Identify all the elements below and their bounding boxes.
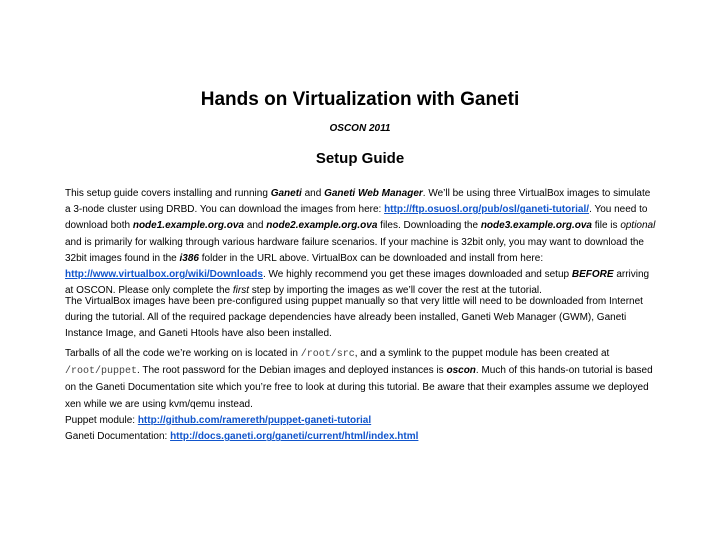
node1-filename: node1.example.org.ova (132, 220, 244, 232)
puppet-module-link[interactable]: http://github.com/ramereth/puppet-ganeti-tutorial (137, 415, 372, 426)
preconfig-paragraph: The VirtualBox images have been pre-configured using puppet manually so that very little will need to be downloaded from Internet during the tutorial. All of the required package dependencies have already been installed, Ganeti Web Manager (GWM), Ganeti Instance Image, and Ganeti Htools have also been installed. (65, 296, 643, 340)
text-run: file is (591, 220, 621, 232)
puppet-path: /root/puppet (65, 366, 138, 378)
node2-filename: node2.example.org.ova (266, 220, 378, 232)
intro-paragraph (65, 186, 657, 299)
ganeti-docs-label: Ganeti Documentation: (65, 431, 171, 443)
emphasis-optional: optional (620, 220, 656, 232)
ganeti-docs-link[interactable]: http://docs.ganeti.org/ganeti/current/html/index.html (170, 431, 419, 443)
text-run: Tarballs of all the code we’re working on is located in (65, 348, 301, 359)
document-title: Hands on Virtualization with Ganeti (200, 89, 520, 110)
tarballs-paragraph (65, 346, 657, 413)
text-run: . Much of this hands-on tutorial is based on the Ganeti Documentation site which you’re free to look at during this tutorial. Be aware that their examples assume we deployed xen while we are using kvm/qemu instead. (65, 365, 653, 410)
text-run: . We’ll be using three VirtualBox images to simulate a 3-node cluster using DRBD. You can download the images from here: (65, 188, 651, 216)
puppet-module-label: Puppet module: (65, 415, 138, 426)
document-subtitle: OSCON 2011 (329, 123, 391, 134)
text-run: files. Downloading the (377, 220, 481, 232)
text-run: . We highly recommend you get these images downloaded and setup (262, 269, 572, 281)
emphasis-before: BEFORE (571, 269, 614, 281)
text-run: and is primarily for walking through various hardware failure scenarios. If your machine is 32bit only, you may want to download the 32bit images found in the (65, 236, 644, 264)
text-run: This setup guide covers installing and running (65, 188, 271, 199)
emphasis-first: first (232, 285, 249, 297)
text-run: . The root password for the Debian images and deployed instances is (137, 365, 447, 377)
virtualbox-download-link[interactable]: http://www.virtualbox.org/wiki/Downloads (65, 269, 263, 281)
text-run: step by importing the images as we’ll cover the rest at the tutorial. (248, 285, 542, 297)
emphasis-ganeti: Ganeti (270, 188, 302, 199)
text-run: and (244, 220, 267, 232)
links-paragraph (65, 413, 657, 445)
emphasis-gwm: Ganeti Web Manager (324, 188, 423, 199)
section-heading: Setup Guide (315, 150, 405, 167)
text-run: folder in the URL above. VirtualBox can be downloaded and install from here: (199, 252, 544, 264)
text-run: , and a symlink to the puppet module has been created at (354, 348, 610, 359)
text-run: . You need to download both (65, 204, 648, 232)
text-run: arriving at OSCON. Please only complete the (65, 269, 650, 297)
text-run: and (301, 188, 325, 199)
src-path: /root/src (300, 349, 355, 360)
root-password: oscon (446, 365, 476, 377)
i386-folder: i386 (179, 252, 199, 264)
node3-filename: node3.example.org.ova (480, 220, 592, 232)
images-download-link[interactable]: http://ftp.osuosl.org/pub/osl/ganeti-tutorial/ (384, 204, 590, 216)
